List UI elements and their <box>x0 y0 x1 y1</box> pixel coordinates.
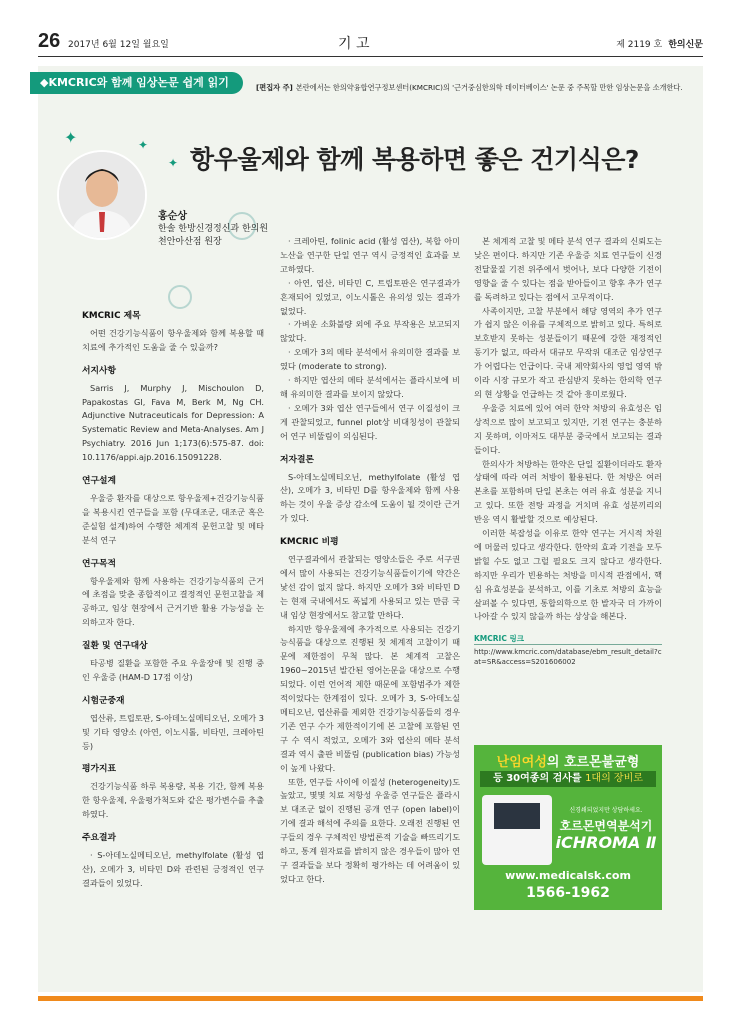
section-body: 타공병 질환을 포함한 주요 우울장애 및 진행 중인 우울증 (HAM-D 17점 이상) <box>82 658 264 682</box>
section-heading: KMCRIC 제목 <box>82 311 141 321</box>
kmcric-link[interactable]: http://www.kmcric.com/database/ebm_result_detail?cat=SR&access=S201606002 <box>474 648 662 667</box>
link-label: KMCRIC 링크 <box>474 634 662 645</box>
paper-name: 한의신문 <box>668 40 703 50</box>
result-item: · 오메가 3와 엽산 연구들에서 연구 이질성이 크게 관찰되었고, funnel plot상 비대칭성이 관찰되어 연구 비뚤림이 의심된다. <box>280 402 460 441</box>
section-heading: 질환 및 연구대상 <box>82 641 148 652</box>
section-name: 기 고 <box>338 36 370 52</box>
ad-small-text: 신경쇄되었지만 상담하세요. <box>569 807 643 814</box>
ad-website: www.medicalsk.com <box>505 869 631 882</box>
editor-note-label: [편집자 주] <box>256 83 293 92</box>
section-body: 건강기능식품 하루 복용량, 복용 기간, 함께 복용한 항우울제, 우울평가척도와 같은 평가변수를 추출하였다. <box>82 781 264 820</box>
result-item: · 하지만 엽산의 메타 분석에서는 플라시보에 비해 유의미한 결과를 보이지 않았다. <box>280 375 460 399</box>
result-item: · 아연, 엽산, 비타민 C, 트립토판은 연구결과가 혼재되어 있었고, 이노시톨은 유의성 있는 결과가 없었다. <box>280 277 460 316</box>
column-2 <box>280 235 460 887</box>
ad-phone: 1566-1962 <box>526 885 610 901</box>
section-heading: 주요결과 <box>82 833 116 844</box>
paragraph: 한의사가 처방하는 한약은 단일 질환이더라도 환자 상태에 따라 여러 처방이 활용된다. 한 처방은 여러 본초를 포함하며 단일 본초는 여러 유효 성분을 지니고 있다. 또한 전탕 과정을 거치며 유효 성분끼리의 반응 역시 활발할 것으로 예상된다. <box>474 458 662 525</box>
article-title: 항우울제와 함께 복용하면 좋은 건기식은? <box>190 145 639 174</box>
ad-subline <box>480 771 656 787</box>
person-icon <box>59 152 145 238</box>
section-body: · S-아데노실메티오닌, methylfolate (활성 엽산), 오메가 3, 비타민 D와 관련된 긍정적인 연구 결과들이 있었다. <box>82 850 264 888</box>
section-heading: 서지사항 <box>82 365 116 376</box>
section-body: 또한, 연구들 사이에 이질성 (heterogeneity)도 높았고, 몇몇 치료 저항성 우울증 연구들은 플라시보 대조군 없이 진행된 공개 연구 (open label)이기에 결과 해석에 주의를 요한다. 오래전 진행된 연구들의 경우 구체적인 방법론적 기술을 빠뜨리기도 하고, 통계 원자료를 밝히지 않은 경우들이 많아 연구 결과들을 보다 정확히 평가하는 데 어려움이 있었다고 한다. <box>280 776 460 884</box>
author-photo <box>57 150 147 240</box>
advertisement[interactable] <box>474 745 662 910</box>
result-item: · 오메가 3의 메타 분석에서 유의미한 결과를 보였다 (moderate to strong). <box>280 347 460 372</box>
paragraph: 이러한 복잡성을 이유로 한약 연구는 거시적 차원에 머물러 있다고 생각한다. 한약의 효과 기전을 모두 밝힐 수도 없고 그럴 필요도 크지 않다고 생각한다. 하지만 우리가 빈용하는 처방을 미시적 관점에서, 핵심 유효성분을 분석하고, 이를 기초로 처방의 효능을 살펴볼 수 있다면, 통합의학으로 한 발자국 더 가까이 나아갈 수 있지 않을까 하는 상상을 해본다. <box>474 528 662 622</box>
editor-note-text: 본란에서는 한의약융합연구정보센터(KMCRIC)의 '근거중심한의학 데이터베이스' 논문 중 주목할 만한 임상논문을 소개한다. <box>295 83 683 92</box>
paragraph: 사족이지만, 고찰 부분에서 해당 영역의 추가 연구가 쉽지 않은 이유를 구체적으로 밝히고 있다. 특허로 보호받지 못하는 성분들이기 때문에 강한 재정적인 동기가 없고, 따라서 대규모 무작위 대조군 임상연구가 어렵다는 언급이다. 국내 제약회사의 영업 영역 밖이라 시장 규모가 작고 관심받지 못하는 한의학 연구의 현 상황을 언급하는 것 같아 흥미로웠다. <box>474 305 662 399</box>
section-body: 항우울제와 함께 사용하는 건강기능식품의 근거에 초점을 맞춘 종합적이고 결정적인 문헌고찰을 제공하고, 임상 현장에서 근거기반 활용 가능성을 논의하고자 한다. <box>82 575 264 628</box>
author-box <box>158 210 268 249</box>
page-header <box>38 28 703 57</box>
result-item: · 크레아틴, folinic acid (활성 엽산), 복합 아미노산을 연구한 단일 연구 역시 긍정적인 효과를 보고하였다. <box>280 236 460 274</box>
page-number: 26 <box>38 30 61 52</box>
ad-headline-highlight: 난임여성 <box>496 755 547 770</box>
ad-headline-text: 의 호르몬불균형 <box>546 755 640 770</box>
issue-number: 제 2119 호 <box>616 40 663 50</box>
section-heading: 연구목적 <box>82 558 116 569</box>
section-body: 연구결과에서 관찰되는 영양소들은 주로 서구권에서 많이 사용되는 건강기능식품들이기에 약간은 낯선 감이 없지 않다. 하지만 오메가 3와 비타민 D는 현재 국내에서도 폭넓게 사용되고 있는 만큼 국내 임상 현장에서도 참고할 만하다. <box>280 554 460 620</box>
issue-date: 2017년 6월 12일 월요일 <box>68 40 169 50</box>
section-body: 우울증 환자를 대상으로 항우울제+건강기능식품을 복용시킨 연구들을 포함 (무대조군, 대조군 혹은 준실험 설계)하여 수행한 체계적 문헌고찰 및 메타 분석 연구 <box>82 492 264 545</box>
ad-headline <box>480 751 656 770</box>
section-body: S-아데노실메티오닌, methylfolate (활성 엽산), 오메가 3, 비타민 D를 항우울제와 함께 사용하는 것이 우울 증상 감소에 도움이 될 것이란 근거가 있다. <box>280 471 460 524</box>
section-heading: 연구설계 <box>82 476 116 487</box>
ad-subline-text: 등 30여종의 검사를 <box>493 773 586 784</box>
ad-subline-highlight: 1대의 장비로 <box>585 773 643 784</box>
paragraph: 우울증 치료에 있어 여러 한약 처방의 유효성은 임상적으로 많이 보고되고 있지만, 기전 연구는 충분하지 못하며, 이마저도 대부분 중국에서 보고되는 결과들이다. <box>474 402 662 455</box>
section-body: 어떤 건강기능식품이 항우울제와 함께 복용할 때 치료에 추가적인 도움을 줄 수 있을까? <box>82 327 264 352</box>
issue-info <box>616 37 703 50</box>
author-position: 천안아산점 원장 <box>158 237 222 247</box>
footer-bar <box>38 996 703 1001</box>
kmcric-link-box <box>474 634 662 667</box>
sparkle-icon: ✦ <box>138 138 149 152</box>
section-body: Sarris J, Murphy J, Mischoulon D, Papakostas GI, Fava M, Berk M, Ng CH. Adjunctive Nutraceuticals for Depression: A Systematic Review and Meta-Analyses. Am J Psychiatry. 2016 Jun 1;173(6):575-87. doi: 10.1176/appi.ajp.2016.15091228. <box>82 382 264 463</box>
sparkle-icon: ✦ <box>168 156 179 170</box>
column-3 <box>474 235 662 667</box>
sparkle-icon: ✦ <box>64 128 78 147</box>
author-name: 홍순상 <box>158 211 187 222</box>
section-body: 엽산류, 트립토판, S-아데노실메티오닌, 오메가 3 및 기타 영양소 (아연, 이노시톨, 비타민, 크레아틴 등) <box>82 712 264 751</box>
section-heading: 평가지표 <box>82 764 116 775</box>
section-heading: 저자결론 <box>280 454 314 465</box>
section-body: 하지만 항우울제에 추가적으로 사용되는 건강기능식품을 대상으로 진행된 첫 체계적 고찰이기 때문에 제한점이 무척 많다. 본 체계적 고찰은 1960~2015년 발간된 영어논문을 대상으로 수행되었다. 이런 언어적 제한 때문에 포함범주가 제한적이었다는 한계점이 있다. 오메가 3, S-아데노실메티오닌, 엽산류를 제외한 건강기능식품들의 경우 기존 연구 수가 제한적이기에 본 고찰에 포함된 연구 수 역시 적었고, 오메가 3와 엽산의 메타 분석 결과 역시 출판 비뚤림 (publication bias) 가능성이 높게 나왔다. <box>280 623 460 773</box>
analyzer-device-icon <box>482 795 552 865</box>
paragraph: 본 체계적 고찰 및 메타 분석 연구 결과의 신뢰도는 낮은 편이다. 하지만 기존 우울증 치료 연구들이 신경전달물질 기전 위주에서 벗어나, 보다 다양한 기전이 영향을 줄 수 있다는 점을 받아들이고 향후 추가 연구를 독려하고 있다는 점에서 고무적이다. <box>474 236 662 302</box>
ad-product: 호르몬면역분석기 <box>559 819 653 833</box>
result-item: · 가벼운 소화불량 외에 주요 부작용은 보고되지 않았다. <box>280 319 460 344</box>
ad-brand: iCHROMA Ⅱ <box>555 833 657 852</box>
editor-note <box>256 83 683 93</box>
column-1 <box>82 300 264 891</box>
series-tag: ◆KMCRIC와 함께 임상논문 쉽게 읽기 <box>30 72 243 94</box>
section-heading: 시험군중재 <box>82 695 125 706</box>
author-affiliation: 한솔 한방신경정신과 한의원 <box>158 224 269 234</box>
device-screen <box>494 803 540 829</box>
section-heading: KMCRIC 비평 <box>280 537 339 548</box>
